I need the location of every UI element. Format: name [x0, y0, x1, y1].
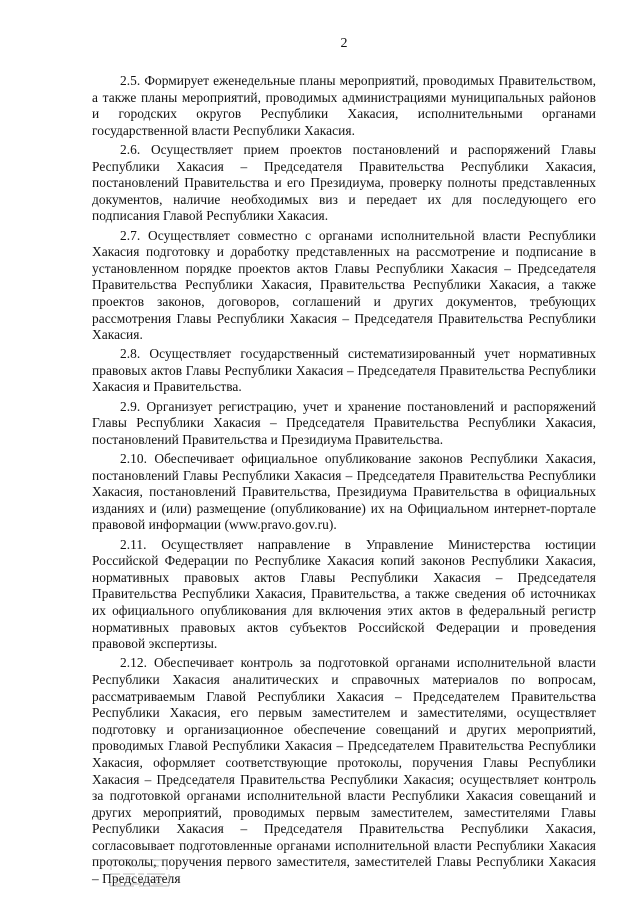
page-number: 2 [340, 36, 348, 51]
registration-stamp [107, 856, 173, 890]
paragraph-2-11: 2.11. Осуществляет направление в Управление Министерства юстиции Российской Федерации по Республике Хакасия копий законов Республики Хакасия, нормативных правовых актов Главы Республики Хакасия – Председателя Правительства Республики Хакасия, Правительства, а также сведения об источниках их официального опубликования для включения этих актов в федеральный регистр нормативных правовых актов субъектов Российской Федерации и проведения правовой экспертизы. [92, 536, 596, 652]
paragraph-2-9: 2.9. Организует регистрацию, учет и хранение постановлений и распоряжений Главы Республики Хакасия – Председателя Правительства Республики Хакасия, постановлений Правительства и Президиума Правительства. [92, 398, 596, 447]
paragraph-2-6: 2.6. Осуществляет прием проектов постановлений и распоряжений Главы Республики Хакасия – Председателя Правительства Республики Хакасия, постановлений Правительства и его Президиума, проверку полноты представленных документов, наличие необходимых виз и передает их для последующего его подписания Главой Республики Хакасия. [92, 141, 596, 224]
paragraph-2-5: 2.5. Формирует еженедельные планы мероприятий, проводимых Правительством, а также планы мероприятий, проводимых администрациями муниципальных районов и городских округов Республики Хакасия, исполнительными органами государственной власти Республики Хакасия. [92, 73, 596, 138]
paragraph-2-12: 2.12. Обеспечивает контроль за подготовкой органами исполнительной власти Республики Хакасия аналитических и справочных материалов по вопросам, рассматриваемым Главой Республики Хакасия – Председателем Правительства Республики Хакасия, его первым заместителем и заместителями, осуществляет подготовку и организационное обеспечение совещаний и других мероприятий, проводимых Главой Республики Хакасия – Председателем Правительства Республики Хакасия, оформляет соответствующие протоколы, поручения Главы Республики Хакасия – Председателя Правительства Республики Хакасия; осуществляет контроль за подготовкой органами исполнительной власти Республики Хакасия совещаний и других мероприятий, проводимых первым заместителем, заместителями Главы Республики Хакасия – Председателя Правительства Республики Хакасия, согласовывает подготовленные органами исполнительной власти Республики Хакасия протоколы, поручения первого заместителя, заместителей Главы Республики Хакасия – Председателя [92, 655, 596, 887]
paragraph-2-7: 2.7. Осуществляет совместно с органами исполнительной власти Республики Хакасия подготовку и доработку представленных на рассмотрение и подписание в установленном порядке проектов актов Главы Республики Хакасия – Председателя Правительства Республики Хакасия, Правительства Республики Хакасия, а также проектов законов, договоров, соглашений и других документов, требующих рассмотрения Главы Республики Хакасия – Председателя Правительства Республики Хакасия. [92, 227, 596, 343]
paragraph-2-10: 2.10. Обеспечивает официальное опубликование законов Республики Хакасия, постановлений Главы Республики Хакасия – Председателя Правительства Республики Хакасия, постановлений Правительства, Президиума Правительства в официальных изданиях и (или) размещение (опубликование) их на Официальном интернет-портале правовой информации (www.pravo.gov.ru). [92, 451, 596, 533]
paragraph-2-8: 2.8. Осуществляет государственный систематизированный учет нормативных правовых актов Главы Республики Хакасия – Председателя Правительства Республики Хакасия и Правительства. [92, 346, 596, 395]
